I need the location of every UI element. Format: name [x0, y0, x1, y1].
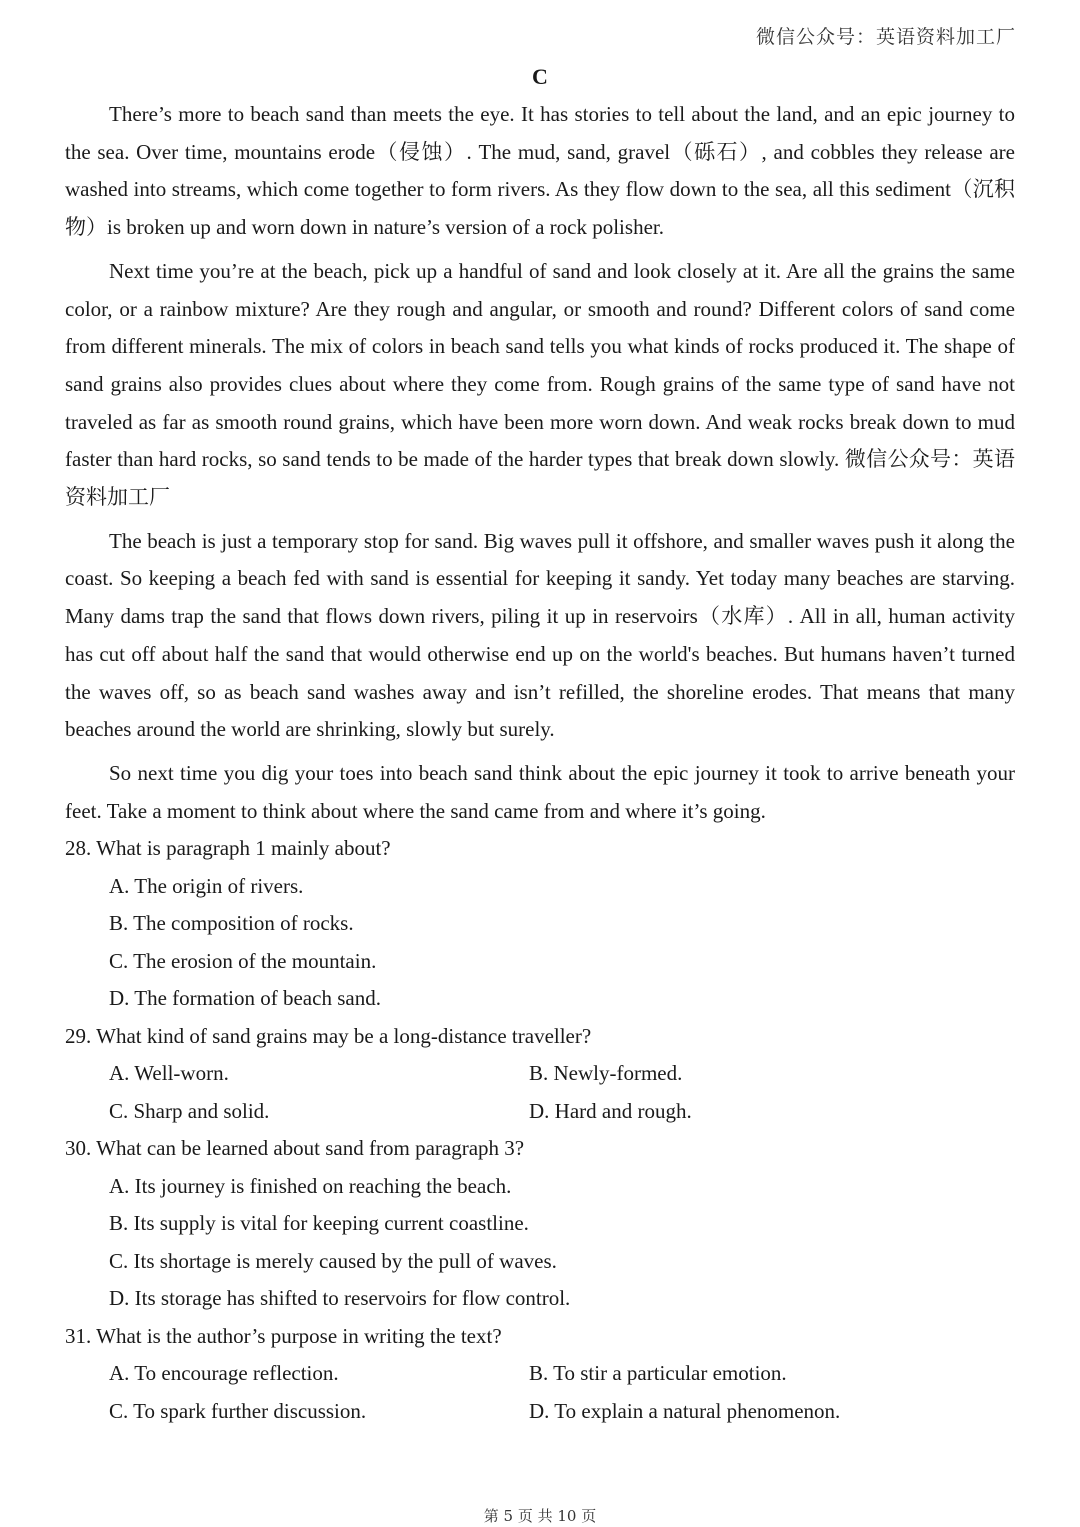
passage-paragraph-4: So next time you dig your toes into beach sand think about the epic journey it took to arrive beneath your feet. Take a moment to think about where the sand came from and where it’s going.: [65, 760, 1015, 823]
passage-paragraph-2: Next time you’re at the beach, pick up a handful of sand and look closely at it. Are all the grains the same color, or a rainbow mixture? Are they rough and angular, or smooth and round? Different colors of sand come from different minerals. The mix of colors in beach sand tells you what kinds of rocks produced it. The shape of sand grains also provides clues about where they come from. Rough grains of the same type of sand have not traveled as far as smooth round grains, which have been more worn down. And weak rocks break down to mud faster than hard rocks, so sand tends to be made of the harder types that break down slowly. 微信公众号：英语资料加工厂: [65, 258, 1015, 510]
option-d: D. Hard and rough.: [529, 1098, 692, 1123]
question-31: [65, 1318, 1015, 1431]
option-d: D. The formation of beach sand.: [109, 986, 381, 1011]
option-b: B. Newly-formed.: [529, 1061, 683, 1086]
option-c: C. To spark further discussion.: [109, 1398, 367, 1423]
option-b: B. The composition of rocks.: [109, 911, 354, 936]
option-d: D. To explain a natural phenomenon.: [529, 1398, 841, 1423]
question-30: [65, 1130, 1015, 1318]
passage-paragraph-1: There’s more to beach sand than meets the eye. It has stories to tell about the land, and an epic journey to the sea. Over time, mountains erode（侵蚀）. The mud, sand, gravel（砾石）, and cobbles they release are washed into streams, which come together to form rivers. As they flow down to the sea, all this sediment（沉积物）is broken up and worn down in nature’s version of a rock polisher.: [65, 102, 1015, 240]
option-a: A. Well-worn.: [109, 1061, 229, 1086]
option-a: A. To encourage reflection.: [109, 1361, 339, 1386]
question-stem: 31. What is the author’s purpose in writing the text?: [65, 1323, 502, 1348]
question-stem: 28. What is paragraph 1 mainly about?: [65, 836, 391, 861]
option-b: B. Its supply is vital for keeping current coastline.: [109, 1211, 529, 1236]
option-a: A. The origin of rivers.: [109, 873, 304, 898]
section-label: C: [532, 64, 548, 89]
option-c: C. Its shortage is merely caused by the pull of waves.: [109, 1248, 557, 1273]
question-stem: 29. What kind of sand grains may be a long-distance traveller?: [65, 1023, 592, 1048]
page-number: 第 5 页 共 10 页: [483, 1507, 597, 1525]
option-c: C. Sharp and solid.: [109, 1098, 270, 1123]
question-29: [65, 1018, 1015, 1131]
option-c: C. The erosion of the mountain.: [109, 948, 377, 973]
question-stem: 30. What can be learned about sand from paragraph 3?: [65, 1136, 525, 1161]
option-d: D. Its storage has shifted to reservoirs for flow control.: [109, 1286, 571, 1311]
question-28: [65, 830, 1015, 1018]
passage-paragraph-3: The beach is just a temporary stop for sand. Big waves pull it offshore, and smaller waves push it along the coast. So keeping a beach fed with sand is essential for keeping it sandy. Yet today many beaches are starving. Many dams trap the sand that flows down rivers, piling it up in reservoirs（水库）. All in all, human activity has cut off about half the sand that would otherwise end up on the world's beaches. But humans haven’t turned the waves off, so as beach sand washes away and isn’t refilled, the shoreline erodes. That means that many beaches around the world are shrinking, slowly but surely.: [65, 528, 1015, 742]
header-watermark: 微信公众号：英语资料加工厂: [755, 26, 1016, 48]
passage-content: [65, 96, 1015, 1430]
option-b: B. To stir a particular emotion.: [529, 1361, 787, 1386]
option-a: A. Its journey is finished on reaching the beach.: [109, 1173, 512, 1198]
